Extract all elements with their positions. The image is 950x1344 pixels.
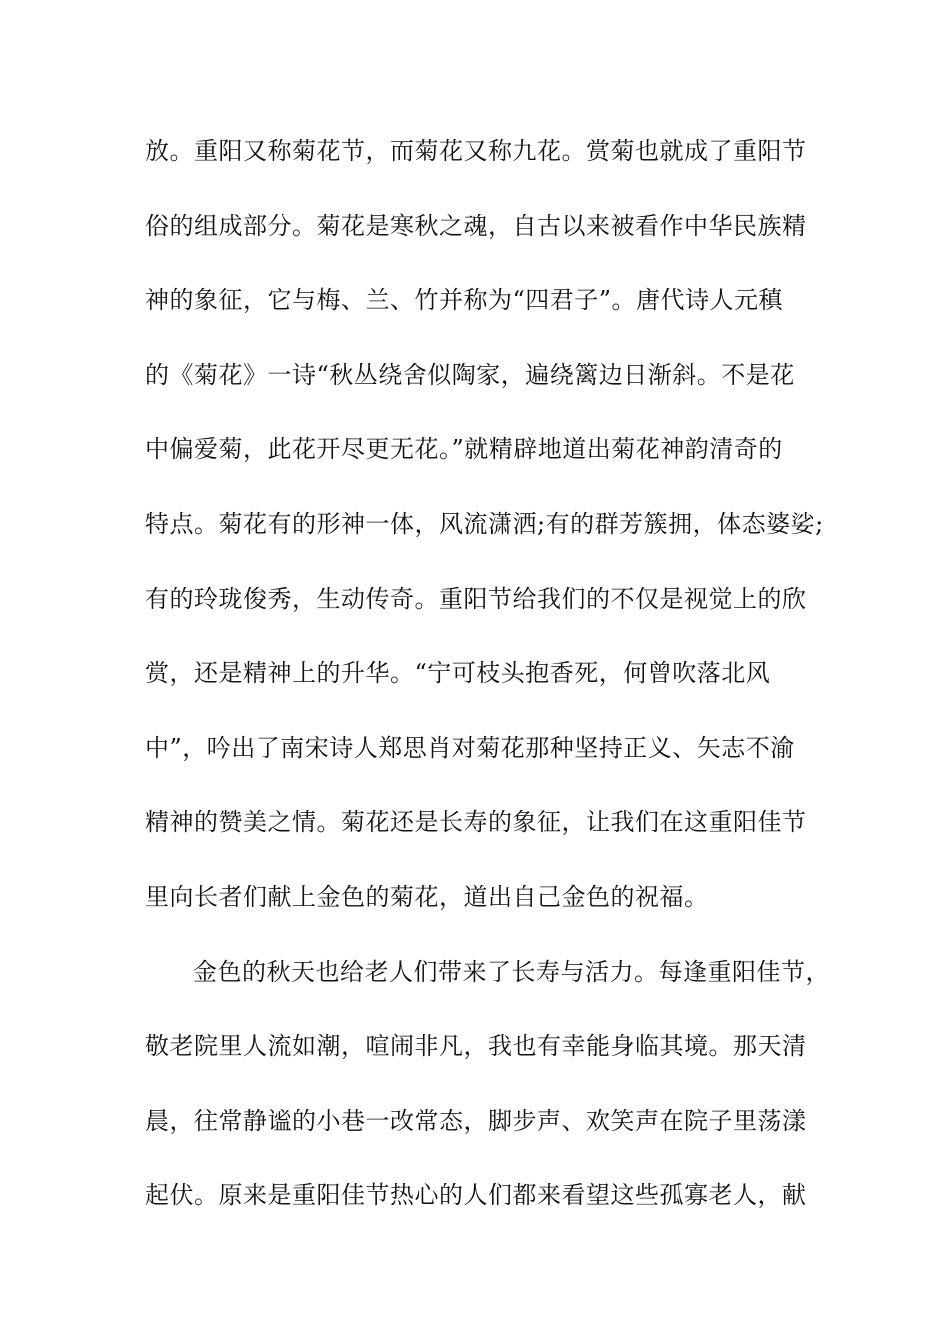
text-line: 俗的组成部分。菊花是寒秋之魂，自古以来被看作中华民族精 <box>145 211 807 240</box>
body-text <box>145 131 830 1250</box>
text-line: 里向长者们献上金色的菊花，道出自己金色的祝福。 <box>145 882 709 911</box>
text-line: 有的玲珑俊秀，生动传奇。重阳节给我们的不仅是视觉上的欣 <box>145 584 807 613</box>
text-line: 晨，往常静谧的小巷一改常态，脚步声、欢笑声在院子里荡漾 <box>145 1106 807 1135</box>
text-line: 特点。菊花有的形神一体，风流潇洒;有的群芳簇拥，体态婆娑; <box>145 509 824 538</box>
text-line: 起伏。原来是重阳佳节热心的人们都来看望这些孤寡老人，献 <box>145 1181 807 1210</box>
text-line: 中”，吟出了南宋诗人郑思肖对菊花那种坚持正义、矢志不渝 <box>145 733 795 762</box>
text-line: 放。重阳又称菊花节，而菊花又称九花。赏菊也就成了重阳节 <box>145 137 807 165</box>
text-line: 精神的赞美之情。菊花还是长寿的象征，让我们在这重阳佳节 <box>145 808 807 837</box>
paragraph-start-line: 金色的秋天也给老人们带来了长寿与活力。每逢重阳佳节， <box>193 957 830 986</box>
text-line: 敬老院里人流如潮，喧闹非凡，我也有幸能身临其境。那天清 <box>145 1032 807 1061</box>
text-line: 的《菊花》一诗“秋丛绕舍似陶家，遍绕篱边日渐斜。不是花 <box>145 360 795 389</box>
text-line: 中偏爱菊，此花开尽更无花。”就精辟地道出菊花神韵清奇的 <box>145 435 783 464</box>
text-line: 神的象征，它与梅、兰、竹并称为“四君子”。唐代诗人元稹 <box>145 286 784 315</box>
text-line: 赏，还是精神上的升华。“宁可枝头抱香死，何曾吹落北风 <box>145 659 771 688</box>
